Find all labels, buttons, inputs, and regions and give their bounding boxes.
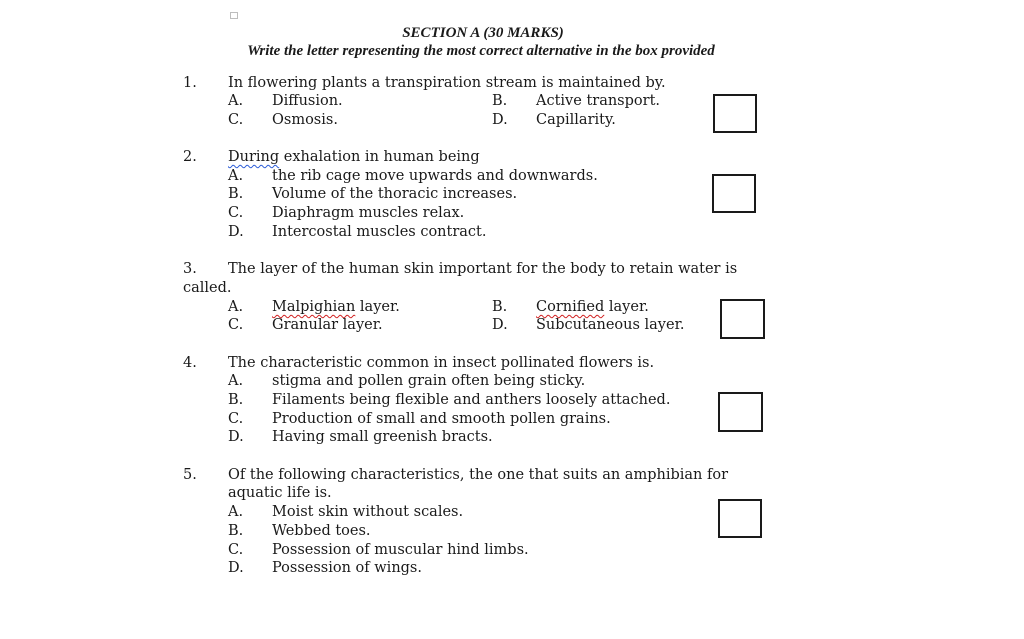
option-letter: C.	[228, 542, 244, 558]
option-letter: D.	[228, 224, 244, 240]
option-letter: B.	[492, 299, 508, 315]
question-stem-continuation: aquatic life is.	[228, 485, 332, 501]
option-text: stigma and pollen grain often being sticky.	[272, 373, 586, 389]
option-text: Moist skin without scales.	[272, 504, 464, 520]
option-letter: C.	[228, 317, 244, 333]
option-text: Having small greenish bracts.	[272, 429, 493, 445]
option-letter: C.	[228, 205, 244, 221]
option-text: Possession of muscular hind limbs.	[272, 542, 529, 558]
question-stem: In flowering plants a transpiration stream is maintained by.	[228, 75, 666, 91]
question-stem-continuation: called.	[183, 280, 232, 296]
section-title: SECTION A (30 MARKS)	[402, 25, 564, 41]
answer-box[interactable]	[718, 499, 762, 538]
option-letter: A.	[228, 299, 244, 315]
option-letter: B.	[492, 93, 508, 109]
question-number: 1.	[183, 75, 197, 91]
question-number: 3.	[183, 261, 197, 277]
option-letter: B.	[228, 186, 244, 202]
question-number: 4.	[183, 355, 197, 371]
option-letter: B.	[228, 523, 244, 539]
option-letter: D.	[492, 317, 508, 333]
option-letter: A.	[228, 373, 244, 389]
spellcheck-word[interactable]: Malpighian	[272, 299, 356, 315]
option-text: Production of small and smooth pollen grains.	[272, 411, 611, 427]
paragraph-marker	[230, 12, 238, 19]
option-text: Malpighian layer.	[272, 299, 400, 315]
option-letter: C.	[228, 411, 244, 427]
option-letter: C.	[228, 112, 244, 128]
question-number: 2.	[183, 149, 197, 165]
answer-box[interactable]	[718, 392, 763, 432]
option-letter: D.	[492, 112, 508, 128]
option-letter: A.	[228, 93, 244, 109]
option-text: Osmosis.	[272, 112, 338, 128]
option-text: the rib cage move upwards and downwards.	[272, 168, 598, 184]
option-text: Intercostal muscles contract.	[272, 224, 487, 240]
option-text: Capillarity.	[536, 112, 616, 128]
answer-box[interactable]	[720, 299, 765, 339]
option-text: Active transport.	[536, 93, 661, 109]
option-text: Diaphragm muscles relax.	[272, 205, 465, 221]
question-stem: Of the following characteristics, the one that suits an amphibian for	[228, 467, 729, 483]
spellcheck-word[interactable]: Cornified	[536, 299, 605, 315]
option-text: Diffusion.	[272, 93, 343, 109]
question-stem: The layer of the human skin important for the body to retain water is	[228, 261, 738, 277]
question-stem: The characteristic common in insect pollinated flowers is.	[228, 355, 655, 371]
option-text: Granular layer.	[272, 317, 383, 333]
section-instruction: Write the letter representing the most correct alternative in the box provided	[247, 43, 715, 59]
option-text: Cornified layer.	[536, 299, 649, 315]
option-letter: D.	[228, 560, 244, 576]
question-number: 5.	[183, 467, 197, 483]
answer-box[interactable]	[712, 174, 756, 213]
option-letter: A.	[228, 168, 244, 184]
option-letter: B.	[228, 392, 244, 408]
spellcheck-word[interactable]: During	[228, 149, 280, 165]
option-letter: D.	[228, 429, 244, 445]
question-stem: During exhalation in human being	[228, 149, 480, 165]
option-letter: A.	[228, 504, 244, 520]
option-text: Volume of the thoracic increases.	[272, 186, 518, 202]
option-text: Subcutaneous layer.	[536, 317, 685, 333]
option-text: Webbed toes.	[272, 523, 371, 539]
option-text: Possession of wings.	[272, 560, 422, 576]
option-text: Filaments being flexible and anthers loosely attached.	[272, 392, 671, 408]
answer-box[interactable]	[713, 94, 757, 133]
